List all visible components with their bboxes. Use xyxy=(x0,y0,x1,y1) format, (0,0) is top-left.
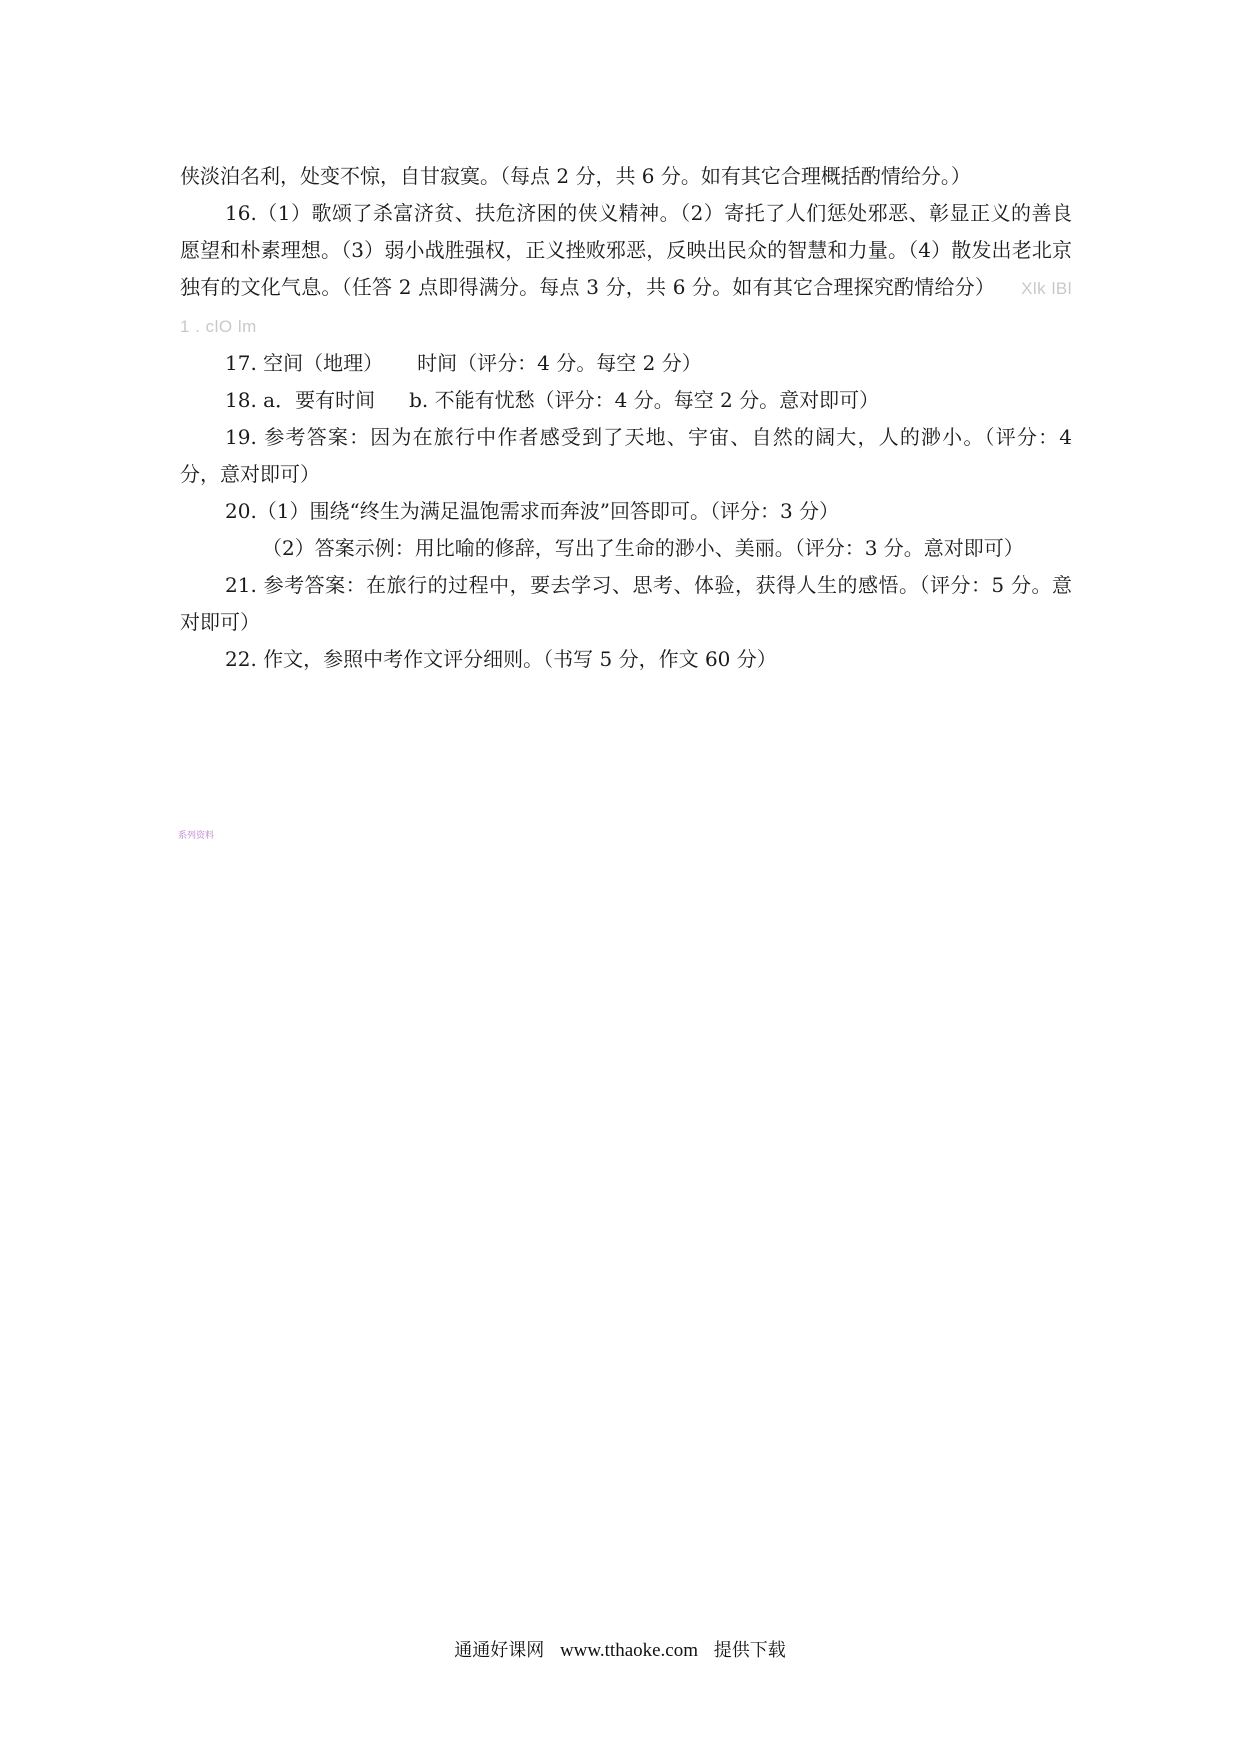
answer-20-part-1: 20.（1）围绕“终生为满足温饱需求而奔波”回答即可。（评分：3 分） xyxy=(225,499,840,523)
answer-22: 22. 作文，参照中考作文评分细则。（书写 5 分，作文 60 分） xyxy=(225,647,777,671)
footer-site-name: 通通好课网 xyxy=(454,1640,545,1661)
answer-16 xyxy=(180,195,1072,345)
answer-18-part-a: 18. a．要有时间 xyxy=(225,388,376,412)
side-watermark-label: 系列资料 xyxy=(178,831,215,841)
answer-line-15-continued: 侠淡泊名利，处变不惊，自甘寂寞。（每点 2 分，共 6 分。如有其它合理概括酌情给分。） xyxy=(180,164,971,188)
answer-20-part-2: （2）答案示例：用比喻的修辞，写出了生命的渺小、美丽。（评分：3 分。意对即可） xyxy=(262,536,1024,560)
answer-17 xyxy=(180,345,1072,382)
answer-key-body xyxy=(180,158,1072,678)
footer-url-link[interactable]: www.tthaoke.com xyxy=(559,1640,699,1661)
answer-19: 19. 参考答案：因为在旅行中作者感受到了天地、宇宙、自然的阔大，人的渺小。（评分：4 分，意对即可） xyxy=(180,425,1072,486)
answer-17-part-b: 时间（评分：4 分。每空 2 分） xyxy=(417,351,702,375)
answer-18 xyxy=(180,382,1072,419)
answer-18-part-b: b. 不能有忧愁（评分：4 分。每空 2 分。意对即可） xyxy=(409,388,880,412)
page-footer xyxy=(0,1636,1240,1662)
watermark-text: Xlk lBl 1 . clO lm xyxy=(180,279,1072,336)
footer-suffix: 提供下载 xyxy=(713,1640,786,1661)
answer-16-text: 16.（1）歌颂了杀富济贫、扶危济困的侠义精神。（2）寄托了人们惩处邪恶、彰显正义的善良愿望和朴素理想。（3）弱小战胜强权，正义挫败邪恶，反映出民众的智慧和力量。（4）散发出老北京独有的文化气息。（任答 2 点即得满分。每点 3 分，共 6 分。如有其它合理探究酌情给分） xyxy=(180,201,1072,299)
answer-21: 21. 参考答案：在旅行的过程中，要去学习、思考、体验，获得人生的感悟。（评分：5 分。意对即可） xyxy=(180,573,1072,634)
answer-17-part-a: 17. 空间（地理） xyxy=(225,351,384,375)
